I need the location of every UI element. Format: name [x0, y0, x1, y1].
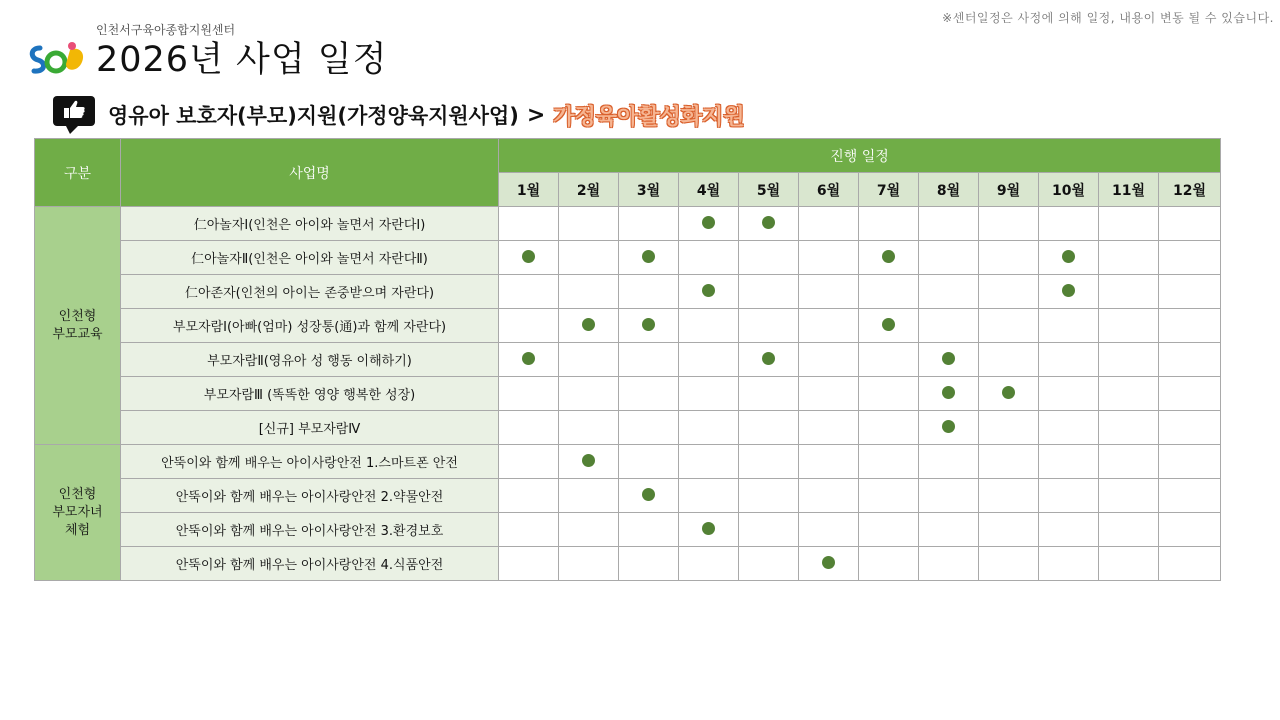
- section-main-title: 영유아 보호자(부모)지원(가정양육지원사업): [108, 104, 519, 128]
- table-row: [35, 241, 1221, 275]
- month-cell: [619, 275, 679, 309]
- month-cell: [739, 241, 799, 275]
- program-name: 仁아놀자Ⅰ(인천은 아이와 놀면서 자란다Ⅰ): [121, 207, 499, 241]
- month-cell: [559, 275, 619, 309]
- month-cell: [679, 343, 739, 377]
- month-header: 1월: [499, 173, 559, 207]
- month-cell: [499, 513, 559, 547]
- month-cell: [919, 513, 979, 547]
- month-cell: [859, 343, 919, 377]
- program-name: 안뚝이와 함께 배우는 아이사랑안전 3.환경보호: [121, 513, 499, 547]
- month-cell: [859, 513, 919, 547]
- month-cell: [739, 513, 799, 547]
- month-cell: [739, 343, 799, 377]
- table-row: [35, 513, 1221, 547]
- scheduled-dot-icon: [942, 420, 955, 433]
- month-cell: [979, 241, 1039, 275]
- month-cell: [739, 275, 799, 309]
- month-cell: [559, 479, 619, 513]
- month-cell: [919, 411, 979, 445]
- month-cell: [679, 207, 739, 241]
- month-cell: [979, 343, 1039, 377]
- table-row: [35, 479, 1221, 513]
- month-cell: [499, 309, 559, 343]
- category-label-line: 인천형: [58, 486, 97, 502]
- month-cell: [559, 309, 619, 343]
- month-cell: [499, 445, 559, 479]
- month-cell: [979, 275, 1039, 309]
- scheduled-dot-icon: [702, 284, 715, 297]
- month-header: 4월: [679, 173, 739, 207]
- schedule-table: [34, 138, 1221, 581]
- month-cell: [1099, 275, 1159, 309]
- month-cell: [799, 513, 859, 547]
- month-cell: [859, 445, 919, 479]
- scheduled-dot-icon: [642, 250, 655, 263]
- table-row: [35, 377, 1221, 411]
- month-cell: [619, 377, 679, 411]
- month-cell: [499, 479, 559, 513]
- month-header: 7월: [859, 173, 919, 207]
- category-header: 구분: [35, 139, 121, 207]
- month-cell: [739, 309, 799, 343]
- month-cell: [919, 241, 979, 275]
- month-cell: [499, 207, 559, 241]
- month-cell: [679, 445, 739, 479]
- month-cell: [1099, 479, 1159, 513]
- month-cell: [619, 411, 679, 445]
- month-cell: [1159, 275, 1221, 309]
- month-cell: [1039, 411, 1099, 445]
- month-cell: [979, 547, 1039, 581]
- table-row: [35, 275, 1221, 309]
- scheduled-dot-icon: [702, 216, 715, 229]
- month-cell: [679, 513, 739, 547]
- month-cell: [1159, 377, 1221, 411]
- scheduled-dot-icon: [1062, 284, 1075, 297]
- month-cell: [1099, 377, 1159, 411]
- month-cell: [1099, 513, 1159, 547]
- month-cell: [499, 411, 559, 445]
- month-cell: [1039, 513, 1099, 547]
- month-cell: [739, 445, 799, 479]
- category-label-line: 체험: [64, 522, 91, 538]
- month-cell: [499, 275, 559, 309]
- scheduled-dot-icon: [1062, 250, 1075, 263]
- month-header: 5월: [739, 173, 799, 207]
- month-cell: [919, 309, 979, 343]
- month-cell: [499, 377, 559, 411]
- month-cell: [799, 479, 859, 513]
- thumbs-up-icon: [52, 95, 96, 135]
- month-cell: [499, 241, 559, 275]
- scheduled-dot-icon: [822, 556, 835, 569]
- table-row: [35, 343, 1221, 377]
- scheduled-dot-icon: [522, 250, 535, 263]
- month-cell: [1159, 241, 1221, 275]
- scheduled-dot-icon: [762, 216, 775, 229]
- category-label-line: 부모자녀: [52, 504, 103, 520]
- program-name: 仁아존자(인천의 아이는 존중받으며 자란다): [121, 275, 499, 309]
- month-cell: [919, 275, 979, 309]
- month-cell: [1099, 207, 1159, 241]
- program-name: 안뚝이와 함께 배우는 아이사랑안전 4.식품안전: [121, 547, 499, 581]
- month-cell: [859, 207, 919, 241]
- month-cell: [799, 241, 859, 275]
- month-cell: [1039, 377, 1099, 411]
- program-header: 사업명: [121, 139, 499, 207]
- month-cell: [979, 445, 1039, 479]
- month-header: 9월: [979, 173, 1039, 207]
- month-cell: [799, 547, 859, 581]
- month-cell: [919, 207, 979, 241]
- month-cell: [679, 377, 739, 411]
- month-cell: [859, 411, 919, 445]
- month-header: 8월: [919, 173, 979, 207]
- program-name: [신규] 부모자람Ⅳ: [121, 411, 499, 445]
- month-cell: [859, 275, 919, 309]
- month-cell: [859, 241, 919, 275]
- month-cell: [1159, 547, 1221, 581]
- table-row: [35, 547, 1221, 581]
- month-cell: [919, 445, 979, 479]
- month-header: 6월: [799, 173, 859, 207]
- table-row: [35, 411, 1221, 445]
- month-cell: [979, 411, 1039, 445]
- month-cell: [559, 547, 619, 581]
- month-cell: [1159, 479, 1221, 513]
- month-cell: [1099, 309, 1159, 343]
- month-cell: [559, 445, 619, 479]
- scheduled-dot-icon: [1002, 386, 1015, 399]
- month-cell: [799, 309, 859, 343]
- month-cell: [979, 309, 1039, 343]
- month-cell: [1039, 207, 1099, 241]
- month-cell: [799, 445, 859, 479]
- month-cell: [799, 343, 859, 377]
- month-cell: [1099, 241, 1159, 275]
- scheduled-dot-icon: [762, 352, 775, 365]
- scheduled-dot-icon: [582, 318, 595, 331]
- month-cell: [979, 479, 1039, 513]
- month-cell: [739, 207, 799, 241]
- scheduled-dot-icon: [702, 522, 715, 535]
- month-cell: [799, 411, 859, 445]
- table-row: [35, 309, 1221, 343]
- scheduled-dot-icon: [522, 352, 535, 365]
- month-cell: [1099, 411, 1159, 445]
- month-cell: [1099, 547, 1159, 581]
- schedule-header: 진행 일정: [499, 139, 1221, 173]
- month-cell: [919, 343, 979, 377]
- month-cell: [679, 275, 739, 309]
- scheduled-dot-icon: [942, 352, 955, 365]
- month-cell: [679, 411, 739, 445]
- program-name: 안뚝이와 함께 배우는 아이사랑안전 2.약물안전: [121, 479, 499, 513]
- month-cell: [619, 241, 679, 275]
- month-cell: [1039, 479, 1099, 513]
- month-cell: [739, 547, 799, 581]
- month-cell: [979, 513, 1039, 547]
- month-header: 11월: [1099, 173, 1159, 207]
- month-cell: [979, 207, 1039, 241]
- month-cell: [1159, 445, 1221, 479]
- program-name: 부모자람Ⅰ(아빠(엄마) 성장통(通)과 함께 자란다): [121, 309, 499, 343]
- scheduled-dot-icon: [882, 250, 895, 263]
- month-cell: [619, 343, 679, 377]
- chevron-right-icon: >: [526, 102, 546, 128]
- month-cell: [919, 547, 979, 581]
- month-cell: [619, 309, 679, 343]
- month-cell: [1159, 343, 1221, 377]
- month-cell: [1099, 445, 1159, 479]
- month-header: 10월: [1039, 173, 1099, 207]
- scheduled-dot-icon: [882, 318, 895, 331]
- month-cell: [619, 207, 679, 241]
- scheduled-dot-icon: [642, 318, 655, 331]
- org-name: 인천서구육아종합지원센터: [96, 23, 236, 37]
- month-header: 12월: [1159, 173, 1221, 207]
- month-cell: [1039, 547, 1099, 581]
- month-cell: [799, 377, 859, 411]
- month-header: 3월: [619, 173, 679, 207]
- month-cell: [859, 479, 919, 513]
- scheduled-dot-icon: [642, 488, 655, 501]
- month-cell: [619, 547, 679, 581]
- section-sub-title: 가정육아활성화지원: [553, 104, 745, 130]
- month-cell: [739, 377, 799, 411]
- month-cell: [1099, 343, 1159, 377]
- month-cell: [1039, 275, 1099, 309]
- month-cell: [679, 547, 739, 581]
- month-cell: [1159, 309, 1221, 343]
- month-cell: [679, 479, 739, 513]
- scheduled-dot-icon: [942, 386, 955, 399]
- month-cell: [859, 547, 919, 581]
- month-cell: [499, 343, 559, 377]
- month-header: 2월: [559, 173, 619, 207]
- month-cell: [559, 377, 619, 411]
- scheduled-dot-icon: [582, 454, 595, 467]
- month-cell: [559, 513, 619, 547]
- category-cell: [35, 445, 121, 581]
- program-name: 부모자람Ⅲ (똑똑한 영양 행복한 성장): [121, 377, 499, 411]
- table-row: [35, 445, 1221, 479]
- month-cell: [1039, 309, 1099, 343]
- month-cell: [619, 445, 679, 479]
- month-cell: [859, 309, 919, 343]
- table-row: [35, 207, 1221, 241]
- month-cell: [1159, 513, 1221, 547]
- month-cell: [739, 411, 799, 445]
- program-name: 仁아놀자Ⅱ(인천은 아이와 놀면서 자란다Ⅱ): [121, 241, 499, 275]
- month-cell: [679, 309, 739, 343]
- month-cell: [1039, 343, 1099, 377]
- month-cell: [739, 479, 799, 513]
- center-logo: [26, 38, 88, 80]
- program-name: 부모자람Ⅱ(영유아 성 행동 이해하기): [121, 343, 499, 377]
- month-cell: [679, 241, 739, 275]
- program-name: 안뚝이와 함께 배우는 아이사랑안전 1.스마트폰 안전: [121, 445, 499, 479]
- category-label-line: 부모교육: [52, 326, 103, 342]
- schedule-change-notice: ※센터일정은 사정에 의해 일정, 내용이 변동 될 수 있습니다.: [942, 11, 1274, 25]
- month-cell: [919, 377, 979, 411]
- month-cell: [619, 513, 679, 547]
- month-cell: [859, 377, 919, 411]
- month-cell: [499, 547, 559, 581]
- month-cell: [559, 343, 619, 377]
- month-cell: [1159, 411, 1221, 445]
- month-cell: [1159, 207, 1221, 241]
- month-cell: [1039, 445, 1099, 479]
- month-cell: [1039, 241, 1099, 275]
- category-cell: [35, 207, 121, 445]
- month-cell: [559, 411, 619, 445]
- month-cell: [799, 275, 859, 309]
- month-cell: [979, 377, 1039, 411]
- month-cell: [559, 207, 619, 241]
- page-title: 2026년 사업 일정: [96, 40, 388, 80]
- month-cell: [919, 479, 979, 513]
- month-cell: [619, 479, 679, 513]
- month-cell: [559, 241, 619, 275]
- month-cell: [799, 207, 859, 241]
- category-label-line: 인천형: [58, 308, 97, 324]
- section-heading: [52, 97, 745, 133]
